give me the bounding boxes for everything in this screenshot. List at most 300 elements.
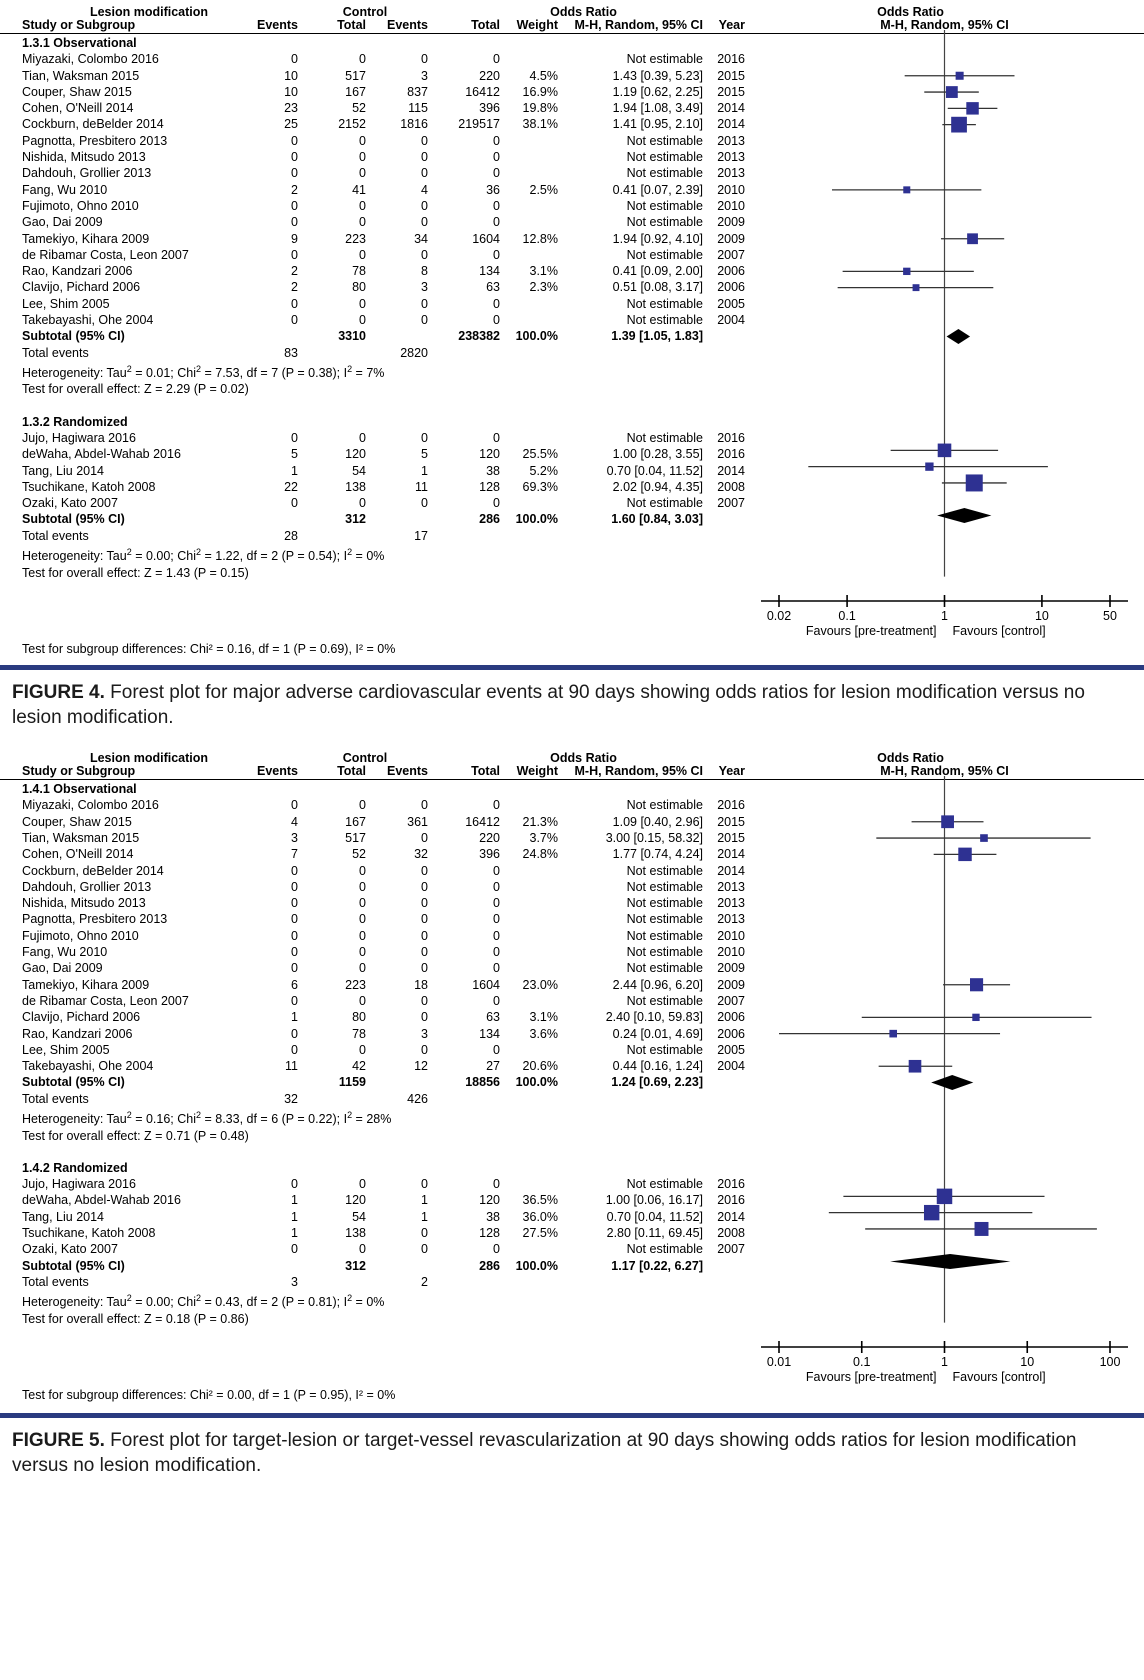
figure4-sg1-row-5-or: Not estimable xyxy=(626,133,703,148)
figure5-sg2-row-1-yr: 2016 xyxy=(717,1193,745,1208)
figure5-sg2-row-1 xyxy=(0,1192,1144,1208)
figure5-sg2-row-1-t2: 120 xyxy=(479,1193,500,1208)
figure4-sg2-row-1-t1: 120 xyxy=(345,447,366,462)
figure4-sg1-row-6-or: Not estimable xyxy=(626,150,703,165)
figure5-sg1-row-11-plot-cell xyxy=(745,977,1144,993)
figure4-sg1-row-2-t1: 167 xyxy=(345,84,366,99)
figure5-sg1-row-16-t1: 42 xyxy=(352,1059,366,1074)
figure4-sg2-row-0-yr: 2016 xyxy=(717,430,745,445)
figure5-sg1-row-0-t1: 0 xyxy=(359,798,366,813)
figure4-sg1-row-2-yr: 2015 xyxy=(717,84,745,99)
fig4-column-header-row xyxy=(0,19,1144,32)
figure4-sg1-row-11-w: 12.8% xyxy=(522,231,558,246)
figure5-sg1-row-15-study: Lee, Shim 2005 xyxy=(22,1042,110,1057)
figure4-sg1-row-4 xyxy=(0,116,1144,132)
figure4-sg1-row-12-plot-cell xyxy=(745,247,1144,263)
figure5-sg1-subtotal-study: Subtotal (95% CI) xyxy=(22,1075,125,1090)
figure5-sg1-row-4-w xyxy=(500,863,558,879)
figure4-sg2-row-1-w: 25.5% xyxy=(522,447,558,462)
figure5-sg2-subtotal-plot-cell xyxy=(745,1258,1144,1274)
figure5-sg1-row-7-e1: 0 xyxy=(291,912,298,927)
figure5-sg2-row-0-w xyxy=(500,1176,558,1192)
figure4-sg1-row-14-plot-cell xyxy=(745,279,1144,295)
figure5-sg1-row-15-or: Not estimable xyxy=(626,1042,703,1057)
figure5-sg2-row-4-or: Not estimable xyxy=(626,1242,703,1257)
figure4-sg1-row-7-plot-cell xyxy=(745,165,1144,181)
figure4-sg1-row-7-t2: 0 xyxy=(493,166,500,181)
figure5-sg1-row-12-e1: 0 xyxy=(291,993,298,1008)
figure4-sg1-row-14 xyxy=(0,279,1144,295)
figure4-sg1-row-11-t2: 1604 xyxy=(472,231,500,246)
figure4-sg2-row-3-or: 2.02 [0.94, 4.35] xyxy=(612,479,703,494)
figure5-sg1-row-0-e2: 0 xyxy=(421,798,428,813)
figure5-sg1-row-4-or: Not estimable xyxy=(626,863,703,878)
figure5-sg2-row-3-t1: 138 xyxy=(345,1225,366,1240)
figure4-sg1-total-events-plot-cell xyxy=(500,345,1144,361)
figure4-sg2-row-2-t2: 38 xyxy=(486,463,500,478)
figure5-sg1-row-1-plot-cell xyxy=(745,814,1144,830)
figure4-sg1-row-10-e2: 0 xyxy=(421,215,428,230)
figure4-axis-tick-50: 50 xyxy=(1103,608,1117,623)
figure4-sg2-row-0-e1: 0 xyxy=(291,430,298,445)
figure4-sg2-row-0-t2: 0 xyxy=(493,430,500,445)
figure4-sg2-row-2-t1: 54 xyxy=(352,463,366,478)
figure4-sg1-row-5 xyxy=(0,133,1144,149)
figure4-sg1-row-16-t1: 0 xyxy=(359,313,366,328)
figure4-sg1-row-4-e1: 25 xyxy=(284,117,298,132)
figure5-sg1-row-5-or: Not estimable xyxy=(626,879,703,894)
figure4-sg2-row-4-e2: 0 xyxy=(421,496,428,511)
figure4-sg1-row-3-study: Cohen, O'Neill 2014 xyxy=(22,101,134,116)
figure5-sg2-row-3-w: 27.5% xyxy=(522,1225,558,1240)
figure4-sg1-total-events-label: Total events xyxy=(22,345,89,360)
figure5-sg2-row-3-e1: 1 xyxy=(291,1225,298,1240)
figure5-sg1-row-4-t2: 0 xyxy=(493,863,500,878)
figure5-axis-tick-100: 100 xyxy=(1099,1354,1121,1369)
figure4-sg2-heading: 1.3.2 Randomized xyxy=(22,414,128,429)
figure5-sg2-row-4-e2: 0 xyxy=(421,1242,428,1257)
figure5-sg1-row-3-t1: 52 xyxy=(352,847,366,862)
figure4-sg1-row-15-t1: 0 xyxy=(359,296,366,311)
figure5-sg1-row-4-t1: 0 xyxy=(359,863,366,878)
figure4-sg1-total-events-control: 2820 xyxy=(400,345,428,360)
figure4-sg1-row-0-e2: 0 xyxy=(421,52,428,67)
figure4-sg1-row-3-or: 1.94 [1.08, 3.49] xyxy=(612,101,703,116)
figure4-sg1-row-14-study: Clavijo, Pichard 2006 xyxy=(22,280,141,295)
figure5-sg1-row-6-t1: 0 xyxy=(359,896,366,911)
figure4-sg1-row-2 xyxy=(0,84,1144,100)
figure4-sg1-row-13-t2: 134 xyxy=(479,264,500,279)
figure5-sg1-row-1-w: 21.3% xyxy=(522,814,558,829)
fig4-group-control: Control xyxy=(342,5,388,19)
figure4-sg1-row-0-w xyxy=(500,51,558,67)
figure4-sg1-row-8-yr: 2010 xyxy=(717,182,745,197)
figure4-sg1-subtotal-or: 1.39 [1.05, 1.83] xyxy=(611,329,703,344)
figure5-sg1-row-2 xyxy=(0,830,1144,846)
figure4-sg1-subtotal xyxy=(0,328,1144,344)
figure5-sg2-total-events-gap2 xyxy=(428,1274,500,1290)
figure4-sg1-row-15-e2: 0 xyxy=(421,296,428,311)
figure5-sg2-total-events-plot-cell xyxy=(500,1274,1144,1290)
figure4-sg1-row-6-e2: 0 xyxy=(421,150,428,165)
figure5-sg1-row-8-w xyxy=(500,928,558,944)
figure4-sg1-total-events-gap2 xyxy=(428,345,500,361)
figure4-sg1-row-7-t1: 0 xyxy=(359,166,366,181)
figure4-sg1-overall-effect: Test for overall effect: Z = 2.29 (P = 0.02) xyxy=(22,382,249,397)
figure5-sg1-row-16-or: 0.44 [0.16, 1.24] xyxy=(612,1059,703,1074)
figure5-sg1-row-12-study: de Ribamar Costa, Leon 2007 xyxy=(22,993,189,1008)
figure4-sg1-row-15-or: Not estimable xyxy=(626,296,703,311)
figure4-sg2-total-events-plot-cell xyxy=(500,528,1144,544)
figure4-sg1-row-6-t1: 0 xyxy=(359,150,366,165)
figure5-sg2-row-0-t2: 0 xyxy=(493,1177,500,1192)
figure4-sg1-row-6-w xyxy=(500,149,558,165)
fig5-col-year: Year xyxy=(718,764,745,779)
figure4-sg1-row-15-plot-cell xyxy=(745,296,1144,312)
figure4-sg1-total-events xyxy=(0,345,1144,361)
figure5-sg2-row-1-e1: 1 xyxy=(291,1193,298,1208)
figure5-sg2-row-2 xyxy=(0,1209,1144,1225)
figure5-sg1-total-events xyxy=(0,1091,1144,1107)
figure5-sg2-row-2-or: 0.70 [0.04, 11.52] xyxy=(606,1209,703,1224)
figure5-sg1-row-13-t1: 80 xyxy=(352,1010,366,1025)
figure4-axis-left-label: Favours [pre-treatment] xyxy=(805,623,937,638)
figure5-sg1-row-1-t1: 167 xyxy=(345,814,366,829)
figure4-sg1-row-2-e1: 10 xyxy=(284,84,298,99)
figure5-sg1-row-4-yr: 2014 xyxy=(717,863,745,878)
fig5-caption-text: Forest plot for target-lesion or target-vessel revascularization at 90 days showing odds ratios for lesion modification versus no lesion modification. xyxy=(12,1430,1077,1477)
figure5-axis-tick-10: 10 xyxy=(1020,1354,1035,1369)
figure4-sg2-subtotal-e1 xyxy=(230,511,298,527)
figure5-sg2-total-events-lesion: 3 xyxy=(291,1274,298,1289)
figure5-sg1-row-10-e2: 0 xyxy=(421,961,428,976)
figure5-sg2-row-0-study: Jujo, Hagiwara 2016 xyxy=(22,1177,136,1192)
figure4-sg1-row-7-e2: 0 xyxy=(421,166,428,181)
fig5-col-events-lesion: Events xyxy=(257,764,298,779)
figure4-sg2-row-2 xyxy=(0,463,1144,479)
figure5-sg2-row-1-or: 1.00 [0.06, 16.17] xyxy=(605,1193,703,1208)
fig5-col-events-control: Events xyxy=(387,764,428,779)
figure5-sg1-row-10-plot-cell xyxy=(745,960,1144,976)
figure4-sg1-row-0-plot-cell xyxy=(745,51,1144,67)
fig4-col-weight: Weight xyxy=(516,18,558,32)
figure5-sg1-row-11-or: 2.44 [0.96, 6.20] xyxy=(612,977,703,992)
figure4-sg2-row-0-t1: 0 xyxy=(359,430,366,445)
figure4-sg1-row-3-e1: 23 xyxy=(284,101,298,116)
figure4-sg2-row-0-w xyxy=(500,430,558,446)
figure5-sg1-row-7-plot-cell xyxy=(745,911,1144,927)
figure4-sg1-row-7-study: Dahdouh, Grollier 2013 xyxy=(22,166,152,181)
figure4-sg2-subtotal-e2 xyxy=(366,511,428,527)
figure4-sg2-row-3-t1: 138 xyxy=(345,479,366,494)
figure4-sg1-row-1-w: 4.5% xyxy=(529,68,558,83)
figure5-tail-spacer xyxy=(0,1327,1144,1341)
figure4-sg1-row-10-plot-cell xyxy=(745,214,1144,230)
figure5-sg2-row-4-t2: 0 xyxy=(493,1242,500,1257)
figure4-sg1-row-10-w xyxy=(500,214,558,230)
figure4-sg1-row-6-yr: 2013 xyxy=(717,150,745,165)
figure5-sg1-row-13-w: 3.1% xyxy=(529,1010,558,1025)
figure5-sg2-row-4 xyxy=(0,1241,1144,1257)
figure4-sg1-row-14-e1: 2 xyxy=(291,280,298,295)
figure5-sg1-row-3-w: 24.8% xyxy=(522,847,558,862)
fig4-col-events-lesion: Events xyxy=(257,18,298,32)
figure5-sg1-row-7-t2: 0 xyxy=(493,912,500,927)
figure4-sg1-heading: 1.3.1 Observational xyxy=(22,36,137,50)
figure4-sg1-row-3-yr: 2014 xyxy=(717,101,745,116)
figure4-sg1-row-10-t1: 0 xyxy=(359,215,366,230)
figure5-sg1-row-5-e2: 0 xyxy=(421,879,428,894)
figure4-sg2-row-0-or: Not estimable xyxy=(626,430,703,445)
figure5-sg1-row-10-or: Not estimable xyxy=(626,961,703,976)
figure4-sg1-row-10 xyxy=(0,214,1144,230)
figure5-sg1-row-6-e1: 0 xyxy=(291,896,298,911)
figure5-sg2-total-events xyxy=(0,1274,1144,1290)
figure4-sg2-subtotal-w: 100.0% xyxy=(515,512,558,527)
figure5-sg1-row-15-t1: 0 xyxy=(359,1042,366,1057)
figure5-sg1-subtotal-yr xyxy=(703,1074,745,1090)
figure4-sg1-row-8-or: 0.41 [0.07, 2.39] xyxy=(612,182,703,197)
figure4-sg1-row-11-e2: 34 xyxy=(414,231,428,246)
figure4-sg1-row-0-yr: 2016 xyxy=(717,52,745,67)
figure5-sg2-total-events-label: Total events xyxy=(22,1274,89,1289)
figure5-axis-svg xyxy=(0,1341,1144,1385)
figure5-sg1-row-15 xyxy=(0,1042,1144,1058)
figure4-sg2-total-events-lesion: 28 xyxy=(284,528,298,543)
figure4-sg1-row-15-study: Lee, Shim 2005 xyxy=(22,296,110,311)
figure4-sg1-row-15-w xyxy=(500,296,558,312)
fig4-caption-label: FIGURE 4. xyxy=(12,682,105,704)
figure4-sg2-row-4-t2: 0 xyxy=(493,496,500,511)
figure4-sg2-total-events-gap1 xyxy=(298,528,366,544)
fig4-col-plot-header: M-H, Random, 95% CI xyxy=(880,18,1009,32)
figure5-sg1-row-1-yr: 2015 xyxy=(717,814,745,829)
figure5-sg2-subtotal-yr xyxy=(703,1258,745,1274)
figure5-sg1-heading: 1.4.1 Observational xyxy=(22,782,137,797)
figure4-axis-tick-10: 10 xyxy=(1034,608,1049,623)
figure4-sg1-row-16 xyxy=(0,312,1144,328)
figure4-sg1-row-1-or: 1.43 [0.39, 5.23] xyxy=(612,68,703,83)
figure5-sg1-row-16-t2: 27 xyxy=(486,1059,500,1074)
fig5-group-odds-ratio: Odds Ratio xyxy=(550,751,617,766)
figure4-sg1-row-8 xyxy=(0,182,1144,198)
figure5-sg1-row-0-plot-cell xyxy=(745,797,1144,813)
figure4-sg1-row-4-t2: 219517 xyxy=(458,117,500,132)
figure5-sg2-subtotal-e1 xyxy=(230,1258,298,1274)
figure5-axis-tick-0.01: 0.01 xyxy=(766,1354,792,1369)
figure5-sg1-row-6-w xyxy=(500,895,558,911)
figure4-sg1-row-8-t2: 36 xyxy=(486,182,500,197)
figure4-sg1-total-events-gap1 xyxy=(298,345,366,361)
figure4-sg2-row-2-study: Tang, Liu 2014 xyxy=(22,463,105,478)
figure5-sg1-heterogeneity: Heterogeneity: Tau$^2$ = 0.16; Chi$^2$ = 8.33, df = 6 (P = 0.22); $I^2 = 28\%$ xyxy=(22,1110,392,1127)
figure4-sg1-row-0-or: Not estimable xyxy=(626,52,703,67)
fig5-table-body xyxy=(0,781,1144,1341)
figure4-sg1-row-13-or: 0.41 [0.09, 2.00] xyxy=(612,264,703,279)
figure4-sg1-row-14-w: 2.3% xyxy=(529,280,558,295)
figure4-sg1-subtotal-yr xyxy=(703,328,745,344)
figure4-sg1-row-15-t2: 0 xyxy=(493,296,500,311)
figure4-sg2-subtotal-or: 1.60 [0.84, 3.03] xyxy=(611,512,703,527)
figure4-sg1-row-12-yr: 2007 xyxy=(717,247,745,262)
figure4-sg2-row-3-yr: 2008 xyxy=(717,479,745,494)
figure5-sg2-row-4-t1: 0 xyxy=(359,1242,366,1257)
figure4-sg1-row-14-or: 0.51 [0.08, 3.17] xyxy=(612,280,703,295)
figure4-sg2-row-2-or: 0.70 [0.04, 11.52] xyxy=(606,463,703,478)
figure5-sg1-total-events-lesion: 32 xyxy=(284,1091,298,1106)
figure4-sg1-row-1-yr: 2015 xyxy=(717,68,745,83)
figure5-sg1-row-14-t2: 134 xyxy=(479,1026,500,1041)
figure4-sg1-subtotal-t1: 3310 xyxy=(338,329,366,344)
figure5-sg1-row-0-w xyxy=(500,797,558,813)
figure4-sg2-row-4-t1: 0 xyxy=(359,496,366,511)
figure5-sg1-row-9 xyxy=(0,944,1144,960)
figure5-sg1-row-16-yr: 2004 xyxy=(717,1059,745,1074)
figure5-sg1-row-3-e2: 32 xyxy=(414,847,428,862)
figure4-sg1-row-7-w xyxy=(500,165,558,181)
figure5-sg2-row-3-e2: 0 xyxy=(421,1225,428,1240)
figure5-sg1-row-5-e1: 0 xyxy=(291,879,298,894)
fig4-col-year: Year xyxy=(718,18,745,32)
figure4-sg2-total-events-gap2 xyxy=(428,528,500,544)
fig4-group-lesion-modification: Lesion modification xyxy=(89,5,209,19)
figure5-sg1-row-0-yr: 2016 xyxy=(717,798,745,813)
figure5-sg2-row-2-plot-cell xyxy=(745,1209,1144,1225)
figure5-sg1-row-15-e1: 0 xyxy=(291,1042,298,1057)
figure4-sg1-row-7-yr: 2013 xyxy=(717,166,745,181)
figure5-sg1-row-15-plot-cell xyxy=(745,1042,1144,1058)
figure4-sg2-row-2-e2: 1 xyxy=(421,463,428,478)
figure5-sg1-row-16-e1: 11 xyxy=(285,1059,298,1074)
figure5-sg1-row-12-yr: 2007 xyxy=(717,993,745,1008)
figure5-sg1-row-2-e2: 0 xyxy=(421,831,428,845)
figure5-sg2-row-4-yr: 2007 xyxy=(717,1242,745,1257)
figure4-sg1-subtotal-plot-cell xyxy=(745,328,1144,344)
figure4-sg2-subtotal-t1: 312 xyxy=(345,512,366,527)
figure5-sg2-heading: 1.4.2 Randomized xyxy=(22,1160,128,1175)
figure5-sg1-subtotal xyxy=(0,1074,1144,1090)
figure5-sg1-total-events-gap1 xyxy=(298,1091,366,1107)
figure4-sg2-total-events-label: Total events xyxy=(22,528,89,543)
figure5-sg1-row-6-or: Not estimable xyxy=(626,896,703,911)
figure4-sg2-row-1-yr: 2016 xyxy=(717,447,745,462)
figure5-sg1-row-16-study: Takebayashi, Ohe 2004 xyxy=(22,1059,154,1074)
figure5-sg2-row-0-plot-cell xyxy=(745,1176,1144,1192)
figure4-sg1-row-1-study: Tian, Waksman 2015 xyxy=(22,68,140,83)
figure5-sg2-row-4-e1: 0 xyxy=(291,1242,298,1257)
figure4-sg2-row-1-t2: 120 xyxy=(479,447,500,462)
figure4-sg2-row-1-e2: 5 xyxy=(421,447,428,462)
figure4-sg2-subtotal-plot-cell xyxy=(745,511,1144,527)
fig4-table-body xyxy=(0,35,1144,595)
figure4-sg1-row-3-t2: 396 xyxy=(479,101,500,116)
figure5-sg1-row-15-w xyxy=(500,1042,558,1058)
figure5-sg1-row-3-yr: 2014 xyxy=(717,847,745,862)
figure4-sg1-row-6-e1: 0 xyxy=(291,150,298,165)
figure5-sg2-row-2-study: Tang, Liu 2014 xyxy=(22,1209,105,1224)
figure5-sg1-row-6-t2: 0 xyxy=(493,896,500,911)
figure5-sg1-row-0-e1: 0 xyxy=(291,798,298,813)
fig5-col-or-ci: M-H, Random, 95% CI xyxy=(574,764,703,779)
figure5-sg1-row-11-e2: 18 xyxy=(414,977,428,992)
figure4-sg2-row-0 xyxy=(0,430,1144,446)
figure4-sg1-row-11-study: Tamekiyo, Kihara 2009 xyxy=(22,231,150,246)
figure4-sg1-row-9-or: Not estimable xyxy=(626,198,703,213)
figure5-sg2-subtotal-e2 xyxy=(366,1258,428,1274)
figure4-sg2-row-4-yr: 2007 xyxy=(717,496,745,511)
figure5-sg1-row-1-e2: 361 xyxy=(407,814,428,829)
figure5-sg1-row-1-study: Couper, Shaw 2015 xyxy=(22,814,132,829)
figure4-sg2-row-4-e1: 0 xyxy=(291,496,298,511)
figure5-sg1-row-16-e2: 12 xyxy=(414,1059,428,1074)
figure5-sg1-row-12-t1: 0 xyxy=(359,993,366,1008)
figure4-sg1-row-4-yr: 2014 xyxy=(717,117,745,132)
figure4-sg1-row-1-plot-cell xyxy=(745,68,1144,84)
figure4-sg2-subtotal-yr xyxy=(703,511,745,527)
fig5-group-odds-ratio-plot: Odds Ratio xyxy=(877,751,944,766)
figure5-sg1-row-4-study: Cockburn, deBelder 2014 xyxy=(22,863,164,878)
figure4-sg1-row-3 xyxy=(0,100,1144,116)
fig4-header-rule xyxy=(0,33,1144,34)
figure4-sg1-subtotal-e1 xyxy=(230,328,298,344)
figure5-sg1-total-events-gap2 xyxy=(428,1091,500,1107)
figure4-sg1-subtotal-t2: 238382 xyxy=(458,329,500,344)
figure4-sg1-row-5-t1: 0 xyxy=(359,133,366,148)
figure4-sg1-row-4-study: Cockburn, deBelder 2014 xyxy=(22,117,164,132)
figure5-sg1-row-1 xyxy=(0,814,1144,830)
figure5-sg1-row-8 xyxy=(0,928,1144,944)
figure5-sg1-row-8-t2: 0 xyxy=(493,928,500,943)
figure4-sg1-row-5-t2: 0 xyxy=(493,133,500,148)
figure4-sg2-row-2-yr: 2014 xyxy=(717,463,745,478)
figure5-sg1-row-10-w xyxy=(500,960,558,976)
figure5-sg1-row-7-study: Pagnotta, Presbitero 2013 xyxy=(22,912,168,927)
figure4-sg2-row-2-w: 5.2% xyxy=(529,463,558,478)
figure4-sg1-row-13-study: Rao, Kandzari 2006 xyxy=(22,264,133,279)
figure5-sg1-row-13-e1: 1 xyxy=(291,1010,298,1025)
figure4-sg2-row-3-plot-cell xyxy=(745,479,1144,495)
figure4-sg2-row-0-plot-cell xyxy=(745,430,1144,446)
figure5-sg2-row-3 xyxy=(0,1225,1144,1241)
figure5-sg1-row-5-w xyxy=(500,879,558,895)
figure5-sg2-row-3-study: Tsuchikane, Katoh 2008 xyxy=(22,1225,156,1240)
figure5-sg1-row-7-e2: 0 xyxy=(421,912,428,927)
figure5-sg2-total-events-control: 2 xyxy=(421,1274,428,1289)
fig5-col-total-lesion: Total xyxy=(337,764,366,779)
figure5-sg1-row-4-e2: 0 xyxy=(421,863,428,878)
figure5-sg1-row-14-e1: 0 xyxy=(291,1026,298,1041)
figure4-sg1-row-12-or: Not estimable xyxy=(626,247,703,262)
figure4-sg1-row-12-study: de Ribamar Costa, Leon 2007 xyxy=(22,247,189,262)
figure4-sg1-row-2-or: 1.19 [0.62, 2.25] xyxy=(612,84,703,99)
figure5-sg1-row-3 xyxy=(0,846,1144,862)
figure4-sg1-row-1-t2: 220 xyxy=(479,68,500,83)
figure4-sg2-row-4-plot-cell xyxy=(745,495,1144,511)
figure4-sg1-row-12 xyxy=(0,247,1144,263)
figure5-sg1-total-events-control: 426 xyxy=(407,1091,428,1106)
fig4-axis xyxy=(0,595,1144,639)
figure5-sg1-row-14-w: 3.6% xyxy=(529,1026,558,1041)
fig4-caption-text: Forest plot for major adverse cardiovascular events at 90 days showing odds ratios for lesion modification versus no lesion modification. xyxy=(12,682,1085,729)
figure5-sg1-row-5 xyxy=(0,879,1144,895)
figure5-sg1-subtotal-t2: 18856 xyxy=(465,1075,500,1090)
figure5-sg2-overall-effect: Test for overall effect: Z = 0.18 (P = 0.86) xyxy=(22,1311,249,1326)
fig4-col-study: Study or Subgroup xyxy=(22,18,136,32)
figure5-sg1-row-3-study: Cohen, O'Neill 2014 xyxy=(22,847,134,862)
fig5-caption-label: FIGURE 5. xyxy=(12,1430,105,1452)
figure4-sg1-row-2-plot-cell xyxy=(745,84,1144,100)
figure4-sg1-row-1-e2: 3 xyxy=(421,68,428,83)
